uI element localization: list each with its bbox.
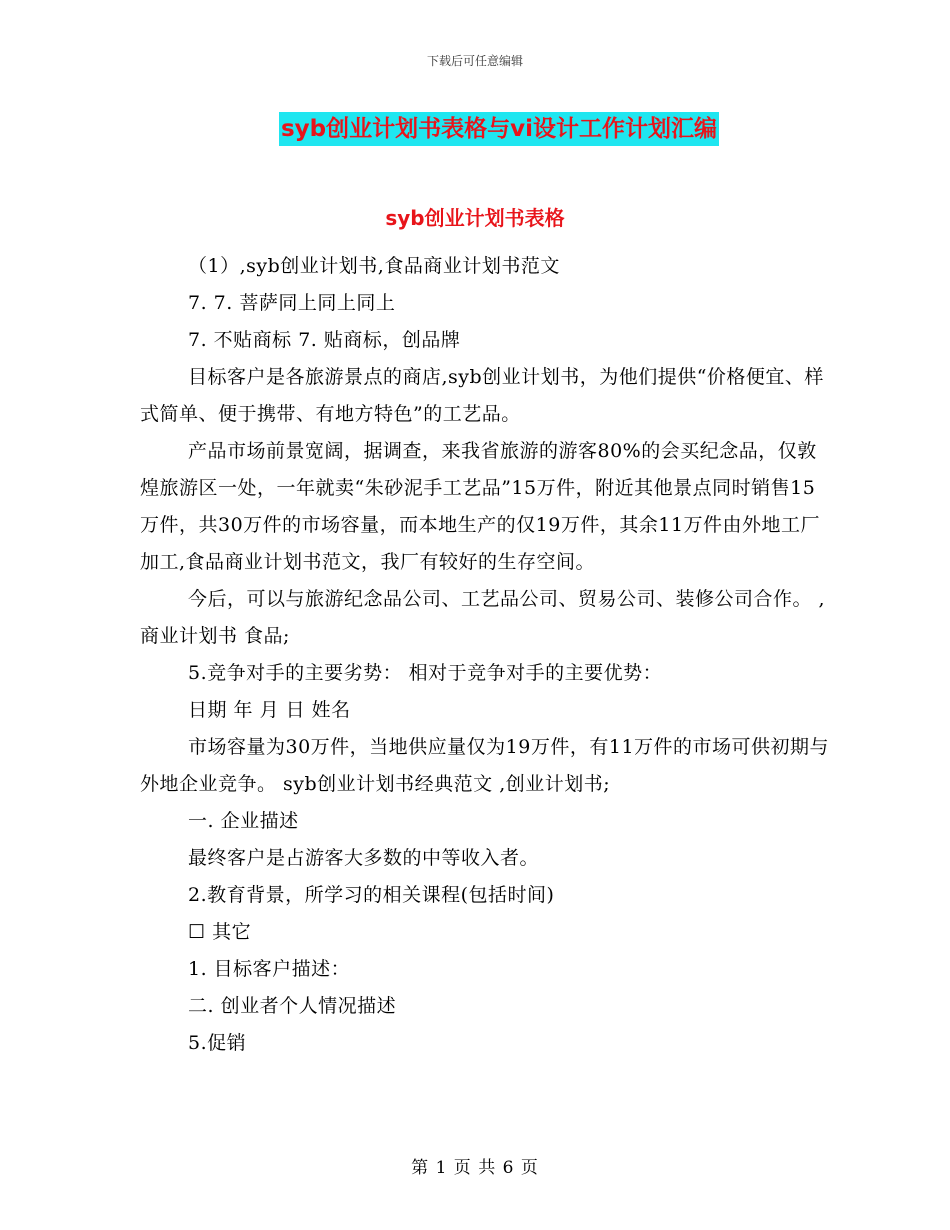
paragraph: 一. 企业描述 [188, 810, 299, 832]
paragraph: 7. 7. 菩萨同上同上同上 [188, 292, 396, 314]
paragraph: 5.竞争对手的主要劣势： 相对于竞争对手的主要优势： [188, 662, 663, 684]
document-body [140, 248, 830, 1062]
paragraph: 产品市场前景宽阔，据调查，来我省旅游的游客80%的会买纪念品，仅敦煌旅游区一处，一年就卖“朱砂泥手工艺品”15万件，附近其他景点同时销售15万件，共30万件的市场容量，而本地生产的仅19万件，其余11万件由外地工厂加工,食品商业计划书范文，我厂有较好的生存空间。 [140, 440, 821, 573]
paragraph: 最终客户是占游客大多数的中等收入者。 [188, 847, 540, 869]
document-main-title: syb创业计划书表格与vi设计工作计划汇编 [279, 112, 719, 146]
paragraph: 今后，可以与旅游纪念品公司、工艺品公司、贸易公司、装修公司合作。 ,商业计划书 食品; [140, 588, 826, 647]
paragraph: 日期 年 月 日 姓名 [188, 699, 351, 721]
paragraph: 市场容量为30万件，当地供应量仅为19万件，有11万件的市场可供初期与外地企业竞争。 syb创业计划书经典范文 ,创业计划书; [140, 736, 830, 795]
paragraph: 5.促销 [188, 1032, 247, 1054]
paragraph: 目标客户是各旅游景点的商店,syb创业计划书，为他们提供“价格便宜、样式简单、便于携带、有地方特色”的工艺品。 [140, 366, 824, 425]
paragraph: 1. 目标客户描述： [188, 958, 351, 980]
section-title: syb创业计划书表格 [385, 206, 565, 230]
paragraph: （1）,syb创业计划书,食品商业计划书范文 [188, 255, 560, 277]
paragraph: 2.教育背景，所学习的相关课程(包括时间) [188, 884, 555, 906]
header-note: 下载后可任意编辑 [426, 54, 523, 68]
main-title-container [0, 112, 950, 146]
paragraph: ☐ 其它 [188, 921, 252, 943]
paragraph: 7. 不贴商标 7. 贴商标，创品牌 [188, 329, 461, 351]
page-number: 第 1 页 共 6 页 [411, 1158, 539, 1178]
paragraph: 二. 创业者个人情况描述 [188, 995, 397, 1017]
